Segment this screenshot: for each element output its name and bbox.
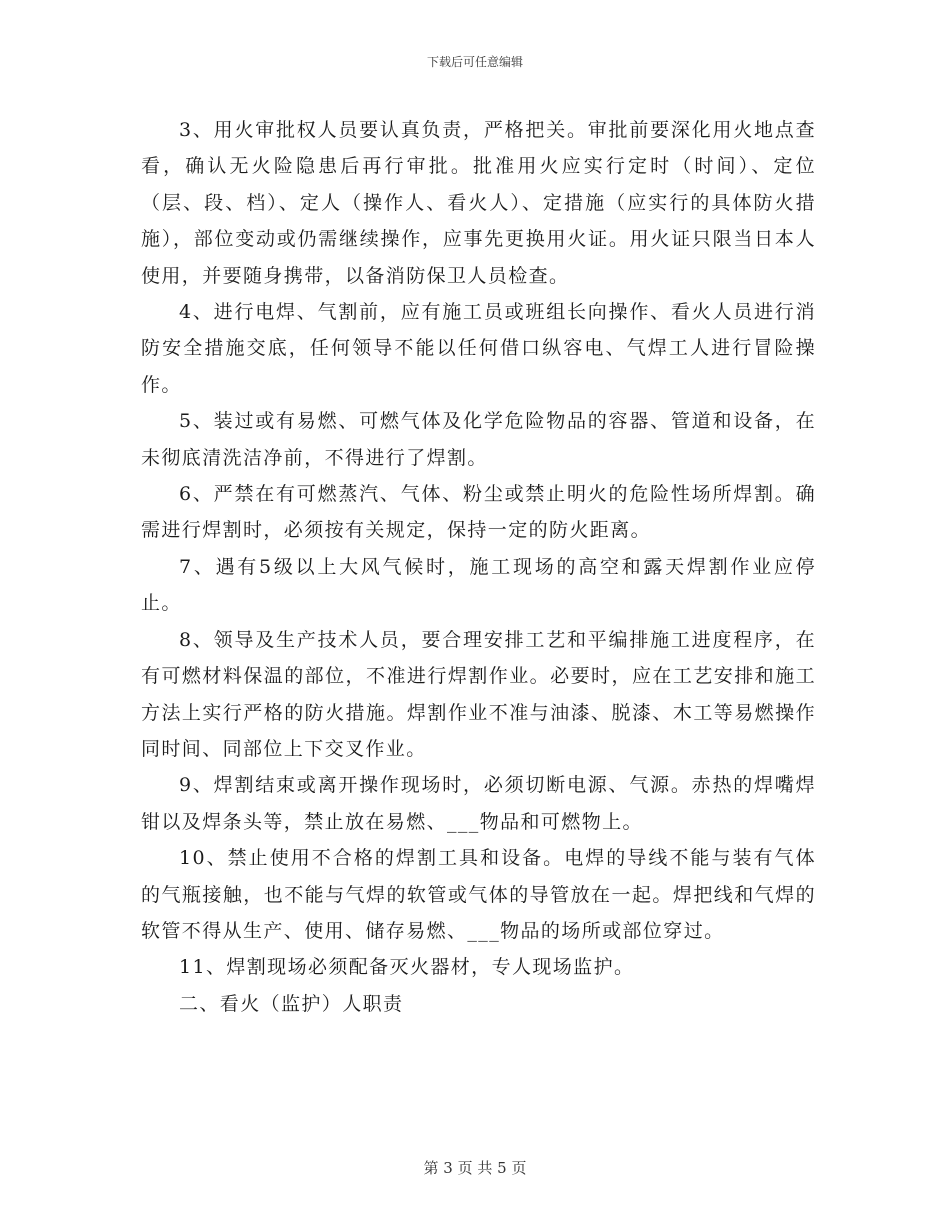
paragraph-rule-7: 7、遇有5级以上大风气候时，施工现场的高空和露天焊割作业应停止。 [141,555,816,615]
paragraph-rule-5: 5、装过或有易燃、可燃气体及化学危险物品的容器、管道和设备，在未彻底清洗洁净前，不得进行了焊割。 [141,410,816,469]
paragraph-rule-10: 10、禁止使用不合格的焊割工具和设备。电焊的导线不能与装有气体的气瓶接触，也不能与气焊的软管或气体的导管放在一起。焊把线和气焊的软管不得从生产、使用、储存易燃、___物品的场所或部位穿过。 [141,847,816,942]
paragraph-rule-4: 4、进行电焊、气割前，应有施工员或班组长向操作、看火人员进行消防安全措施交底，任何领导不能以任何借口纵容电、气焊工人进行冒险操作。 [141,301,816,396]
page-header: 下载后可任意编辑 [426,55,523,69]
section-heading-watcher-duties: 二、看火（监护）人职责 [179,992,404,1015]
paragraph-rule-9: 9、焊割结束或离开操作现场时，必须切断电源、气源。赤热的焊嘴焊钳以及焊条头等，禁止放在易燃、___物品和可燃物上。 [141,774,816,833]
paragraph-rule-3: 3、用火审批权人员要认真负责，严格把关。审批前要深化用火地点查看，确认无火险隐患后再行审批。批准用火应实行定时（时间）、定位（层、段、档）、定人（操作人、看火人）、定措施（应实行的具体防火措施），部位变动或仍需继续操作，应事先更换用火证。用火证只限当日本人使用，并要随身携带，以备消防保卫人员检查。 [141,119,816,287]
document-body [141,112,816,1022]
paragraph-rule-11: 11、焊割现场必须配备灭火器材，专人现场监护。 [179,956,635,979]
paragraph-rule-6: 6、严禁在有可燃蒸汽、气体、粉尘或禁止明火的危险性场所焊割。确需进行焊割时，必须按有关规定，保持一定的防火距离。 [141,483,816,542]
paragraph-rule-8: 8、领导及生产技术人员，要合理安排工艺和平编排施工进度程序，在有可燃材料保温的部位，不准进行焊割作业。必要时，应在工艺安排和施工方法上实行严格的防火措施。焊割作业不准与油漆、脱漆、木工等易燃操作同时间、同部位上下交叉作业。 [141,628,816,760]
page-footer: 第 3 页 共 5 页 [423,1159,527,1177]
